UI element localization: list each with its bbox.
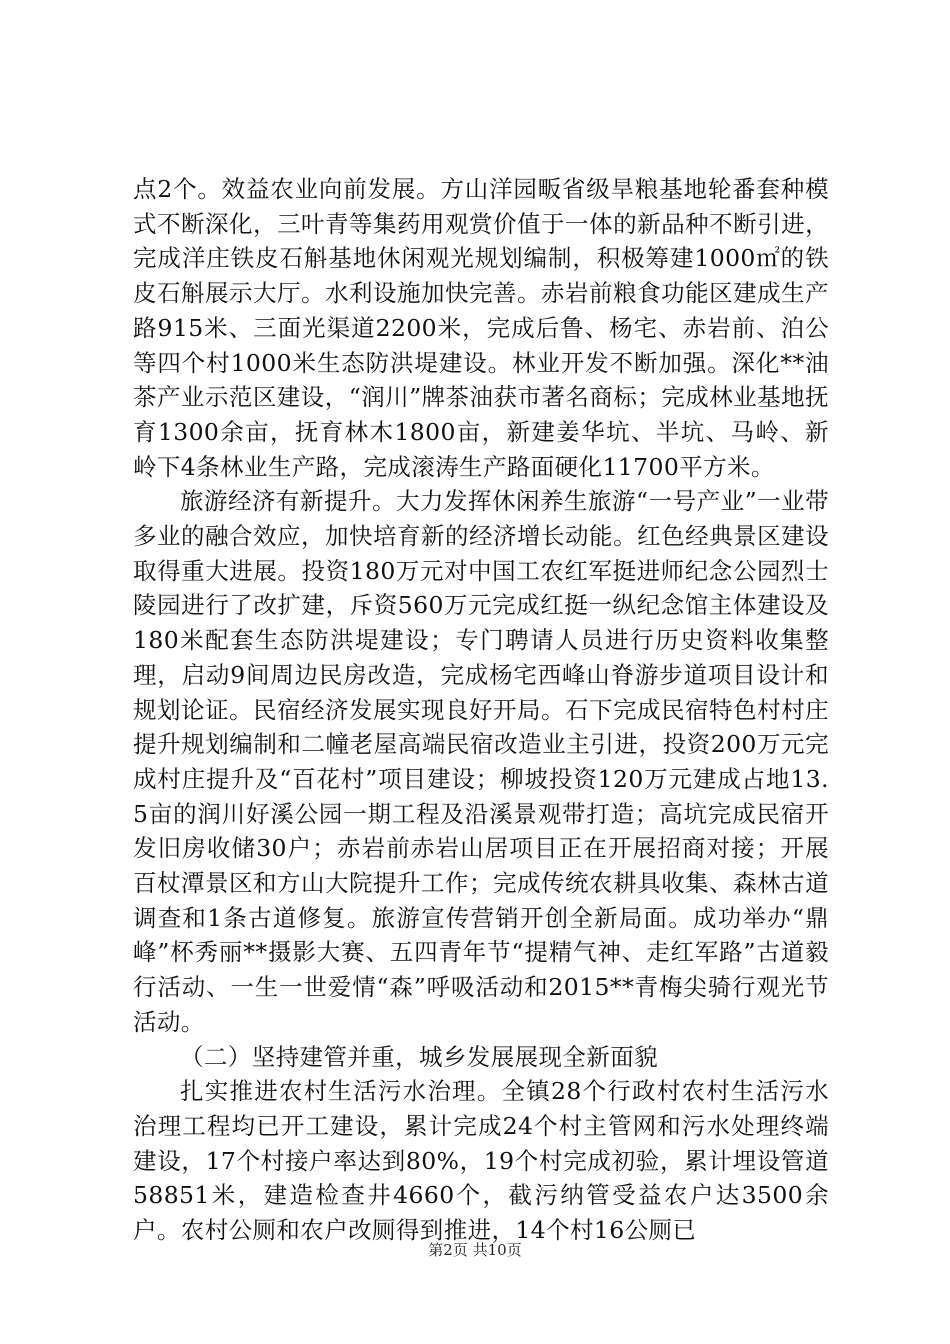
paragraph-tourism: 旅游经济有新提升。大力发挥休闲养生旅游“一号产业”一业带多业的融合效应，加快培育新的经济增长动能。红色经典景区建设取得重大进展。投资180万元对中国工农红军挺进师纪念公园烈士陵园进行了改扩建，斥资560万元完成红挺一纵纪念馆主体建设及180米配套生态防洪堤建设；专门聘请人员进行历史资料收集整理，启动9间周边民房改造，完成杨宅西峰山脊游步道项目设计和规划论证。民宿经济发展实现良好开局。石下完成民宿特色村村庄提升规划编制和二幢老屋高端民宿改造业主引进，投资200万元完成村庄提升及“百花村”项目建设；柳坡投资120万元建成占地13.5亩的润川好溪公园一期工程及沿溪景观带打造；高坑完成民宿开发旧房收储30户；赤岩前赤岩山居项目正在开展招商对接；开展百杖潭景区和方山大院提升工作；完成传统农耕具收集、森林古道调查和1条古道修复。旅游宣传营销开创全新局面。成功举办“鼎峰”杯秀丽**摄影大赛、五四青年节“提精气神、走红军路”古道毅行活动、一生一世爱情“森”呼吸活动和2015**青梅尖骑行观光节活动。 [133, 487, 829, 1036]
paragraph-agriculture: 点2个。效益农业向前发展。方山洋园畈省级旱粮基地轮番套种模式不断深化，三叶青等集药用观赏价值于一体的新品种不断引进，完成洋庄铁皮石斛基地休闲观光规划编制，积极筹建1000㎡的铁皮石斛展示大厅。水利设施加快完善。赤岩前粮食功能区建成生产路915米、三面光渠道2200米，完成后鲁、杨宅、赤岩前、泊公等四个村1000米生态防洪堤建设。林业开发不断加强。深化**油茶产业示范区建设，“润川”牌茶油获市著名商标；完成林业基地抚育1300余亩，抚育林木1800亩，新建姜华坑、半坑、马岭、新岭下4条林业生产路，完成滚涛生产路面硬化11700平方米。 [133, 175, 829, 481]
page-number-footer: 第2页 共10页 [428, 1241, 522, 1259]
paragraph-sewage: 扎实推进农村生活污水治理。全镇28个行政村农村生活污水治理工程均已开工建设，累计完成24个村主管网和污水处理终端建设，17个村接户率达到80%，19个村完成初验，累计埋设管道58851米，建造检查井4660个，截污纳管受益农户达3500余户。农村公厕和农户改厕得到推进，14个村16公厕已 [133, 1077, 829, 1245]
document-body [133, 172, 829, 1248]
section-heading: （二）坚持建管并重，城乡发展展现全新面貌 [180, 1042, 658, 1071]
